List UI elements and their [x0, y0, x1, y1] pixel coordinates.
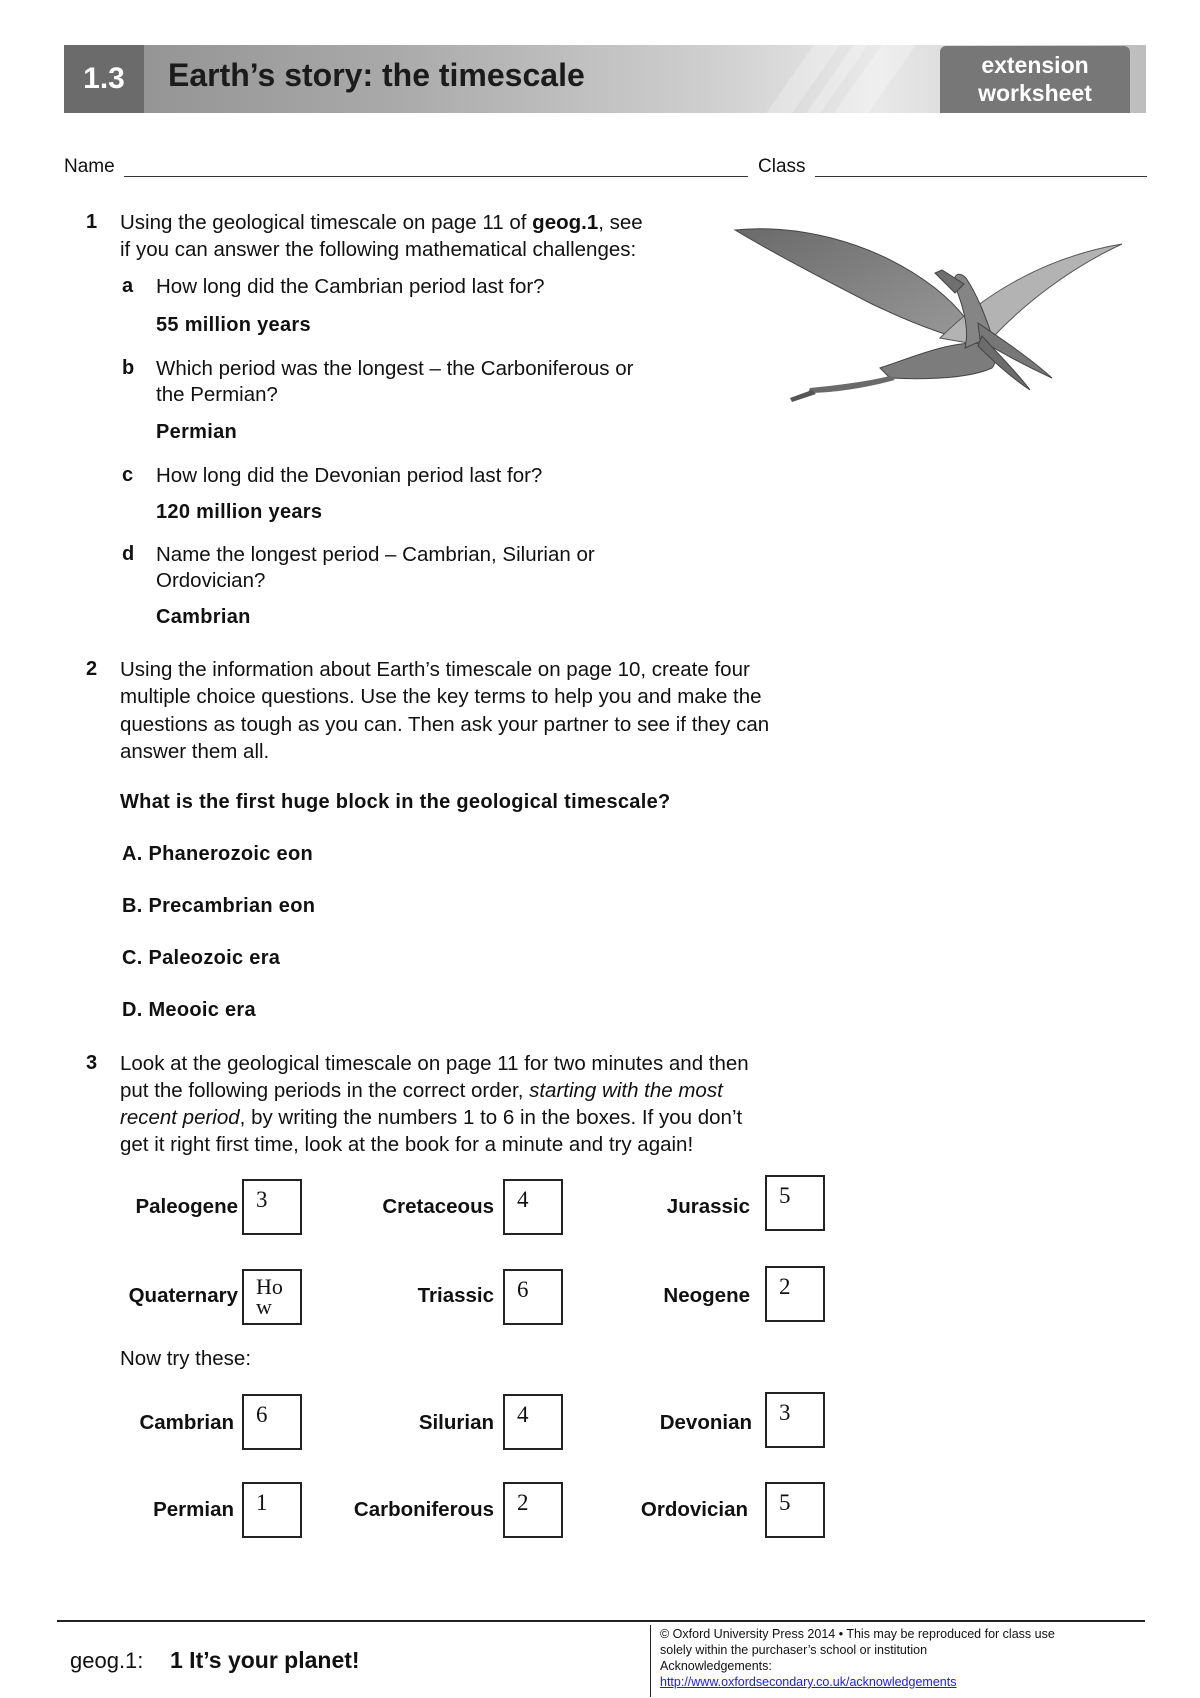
period-label: Paleogene [135, 1195, 238, 1218]
pterosaur-illustration [730, 218, 1130, 428]
question-3-number: 3 [86, 1052, 98, 1074]
name-field[interactable] [124, 176, 748, 177]
name-label: Name [64, 156, 115, 177]
period-label: Jurassic [666, 1195, 750, 1218]
question-3-line-3 [120, 1104, 742, 1132]
period-label: Ordovician [640, 1498, 748, 1521]
order-box[interactable]: 6 [503, 1269, 563, 1325]
mc-option-d[interactable]: D. Meooic era [122, 999, 256, 1021]
order-box[interactable]: 2 [765, 1266, 825, 1322]
part-d-letter: d [122, 543, 135, 565]
order-box[interactable]: Ho w [242, 1269, 302, 1325]
part-d-question-line2: Ordovician? [156, 569, 266, 592]
period-label: Permian [153, 1498, 234, 1521]
order-box[interactable]: 3 [242, 1179, 302, 1235]
intro-text: Using the geological timescale on page 11 of [120, 211, 533, 234]
period-label: Devonian [659, 1411, 752, 1434]
period-label: Carboniferous [353, 1498, 494, 1521]
page-title: Earth’s story: the timescale [168, 57, 585, 93]
question-2-line-2: multiple choice questions. Use the key terms to help you and make the [120, 685, 762, 708]
question-3-line-1: Look at the geological timescale on page 11 for two minutes and then [120, 1052, 749, 1075]
footer-unit: 1 It’s your planet! [170, 1647, 360, 1673]
now-try-label: Now try these: [120, 1347, 252, 1370]
footer-divider [57, 1620, 1145, 1622]
period-label: Triassic [417, 1284, 494, 1307]
line-3-text: , by writing the numbers 1 to 6 in the boxes. If you don’t [239, 1106, 743, 1129]
mc-option-c[interactable]: C. Paleozoic era [122, 947, 281, 969]
question-2-line-1: Using the information about Earth’s timescale on page 10, create four [120, 658, 750, 681]
part-b-letter: b [122, 357, 135, 379]
line-2-text: put the following periods in the correct order, [120, 1079, 530, 1102]
footer-separator [650, 1625, 651, 1697]
class-field[interactable] [815, 176, 1147, 177]
question-1-number: 1 [86, 211, 98, 233]
line-3-italic: recent period [120, 1106, 240, 1129]
order-box[interactable]: 3 [765, 1392, 825, 1448]
part-d-question: Name the longest period – Cambrian, Silurian or [156, 543, 595, 566]
mc-question[interactable]: What is the first huge block in the geological timescale? [120, 791, 671, 813]
order-box[interactable]: 6 [242, 1394, 302, 1450]
part-a-letter: a [122, 275, 134, 297]
tag-line-1: extension [981, 52, 1089, 78]
period-label: Cambrian [139, 1411, 234, 1434]
question-3-line-2 [120, 1077, 723, 1105]
class-label: Class [758, 156, 806, 177]
acknowledgements-label: Acknowledgements: [660, 1659, 772, 1673]
line-2-italic: starting with the most [529, 1079, 723, 1102]
part-c-letter: c [122, 464, 134, 486]
order-box[interactable]: 4 [503, 1179, 563, 1235]
intro-text-end: , see [598, 211, 643, 234]
acknowledgements-link[interactable]: http://www.oxfordsecondary.co.uk/acknowledgements [660, 1675, 957, 1689]
question-2-number: 2 [86, 658, 98, 680]
section-number: 1.3 [64, 45, 144, 113]
part-a-answer[interactable]: 55 million years [156, 314, 311, 336]
footer-book: geog.1: [70, 1648, 144, 1673]
period-label: Silurian [418, 1411, 494, 1434]
mc-option-b[interactable]: B. Precambrian eon [122, 895, 316, 917]
order-box[interactable]: 5 [765, 1175, 825, 1231]
part-b-question-line2: the Permian? [156, 383, 278, 406]
order-box[interactable]: 1 [242, 1482, 302, 1538]
question-1-intro-line2: if you can answer the following mathematical challenges: [120, 238, 637, 261]
part-a-question: How long did the Cambrian period last for? [156, 275, 545, 298]
period-label: Quaternary [128, 1284, 238, 1307]
question-1-intro [120, 209, 643, 237]
order-box[interactable]: 4 [503, 1394, 563, 1450]
worksheet-tag [940, 46, 1130, 113]
order-box[interactable]: 5 [765, 1482, 825, 1538]
period-label: Cretaceous [382, 1195, 494, 1218]
copyright-line-1: © Oxford University Press 2014 • This may be reproduced for class use [660, 1627, 1055, 1641]
part-b-answer[interactable]: Permian [156, 421, 238, 443]
part-c-answer[interactable]: 120 million years [156, 501, 323, 523]
tag-line-2: worksheet [978, 80, 1092, 106]
period-label: Neogene [663, 1284, 750, 1307]
part-c-question: How long did the Devonian period last for? [156, 464, 543, 487]
question-3-line-4: get it right first time, look at the book for a minute and try again! [120, 1133, 694, 1156]
order-box[interactable]: 2 [503, 1482, 563, 1538]
mc-option-a[interactable]: A. Phanerozoic eon [122, 843, 313, 865]
question-2-line-3: questions as tough as you can. Then ask your partner to see if they can [120, 713, 770, 736]
part-d-answer[interactable]: Cambrian [156, 606, 251, 628]
question-2-line-4: answer them all. [120, 740, 270, 763]
copyright-line-2: solely within the purchaser’s school or institution [660, 1643, 928, 1657]
book-title: geog.1 [532, 211, 599, 234]
part-b-question: Which period was the longest – the Carboniferous or [156, 357, 634, 380]
